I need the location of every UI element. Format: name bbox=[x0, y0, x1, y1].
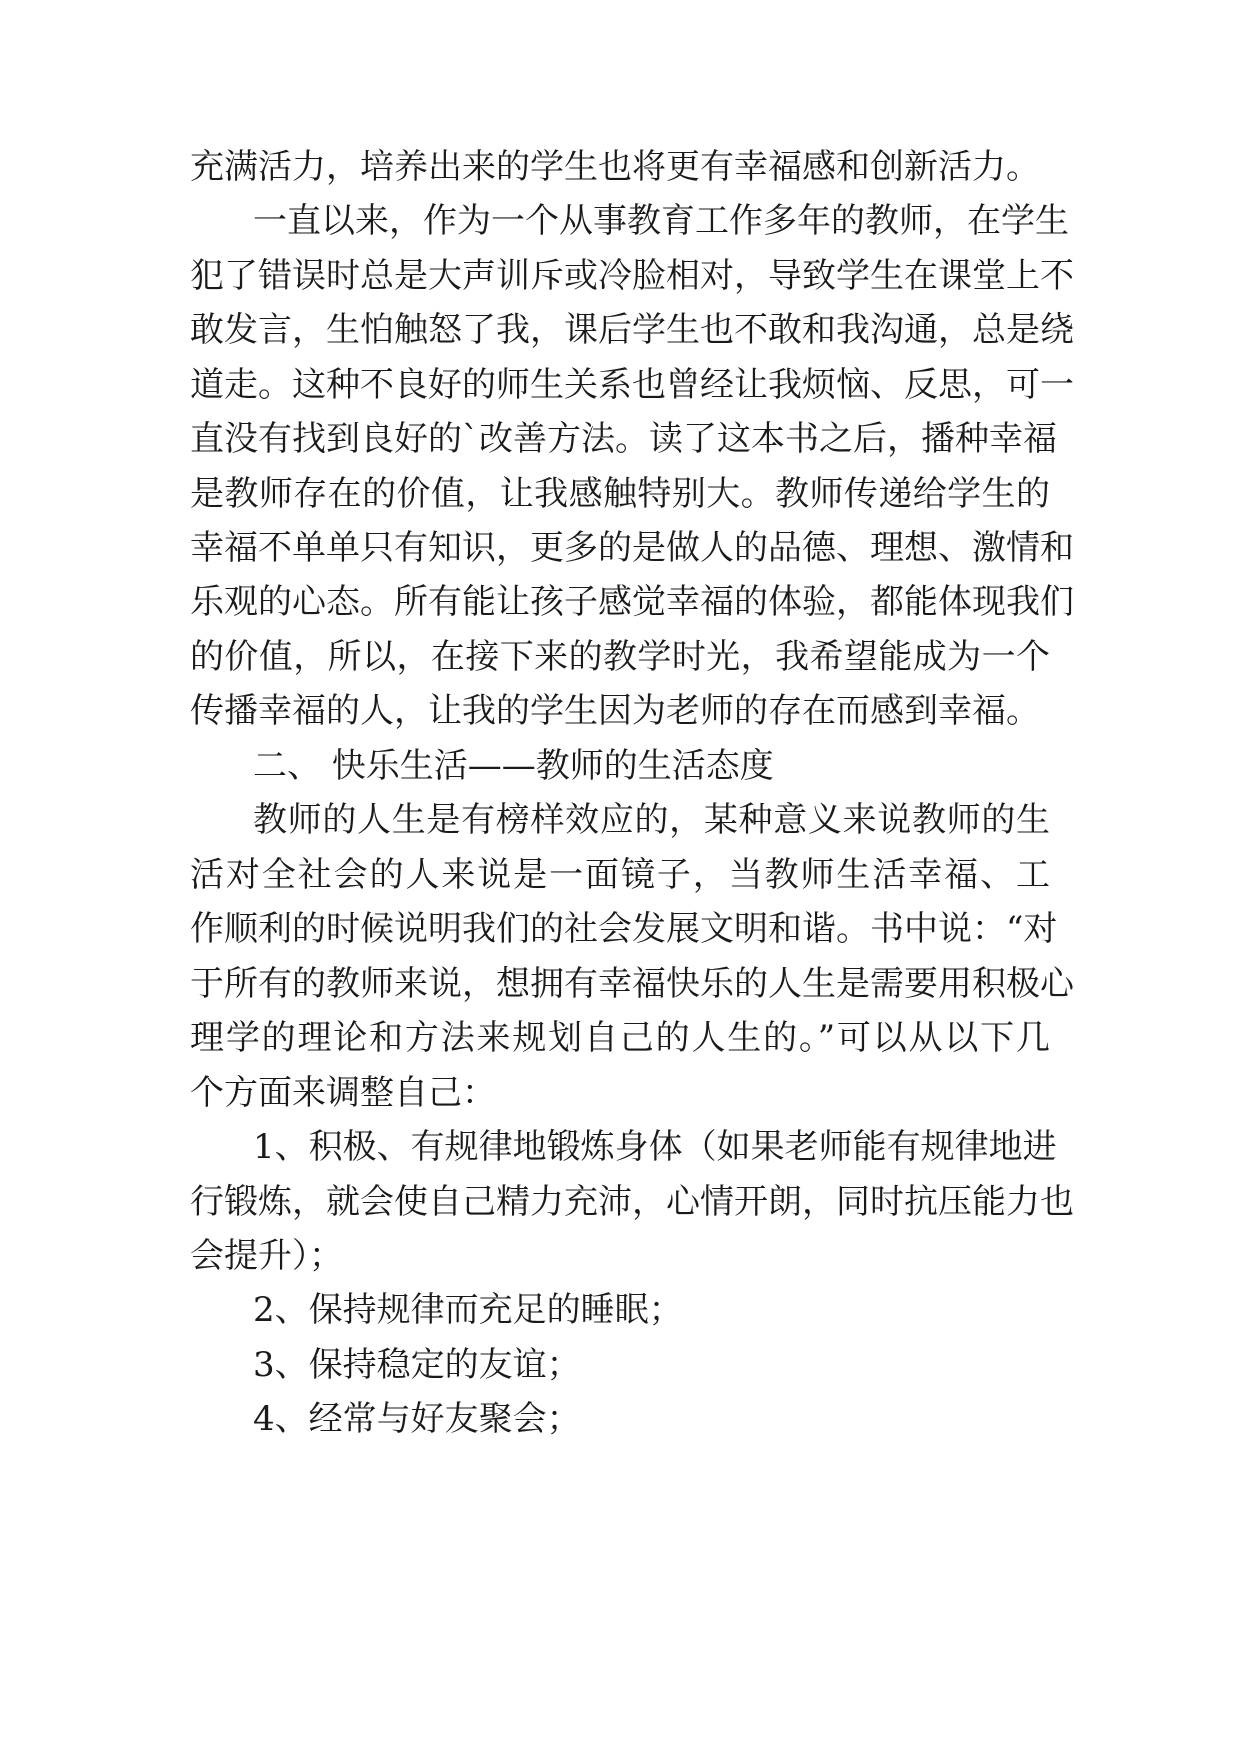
paragraph-line: 理学的理论和方法来规划自己的人生的。”可以从以下几 bbox=[190, 1018, 1050, 1058]
paragraph-line: 是教师存在的价值，让我感触特别大。教师传递给学生的 bbox=[190, 474, 1050, 514]
section-heading: 二、 快乐生活——教师的生活态度 bbox=[253, 746, 774, 786]
list-item-line: 行锻炼，就会使自己精力充沛，心情开朗，同时抗压能力也 bbox=[190, 1182, 1074, 1222]
list-item-line: 1、积极、有规律地锻炼身体（如果老师能有规律地进 bbox=[253, 1127, 1057, 1167]
paragraph-line: 教师的人生是有榜样效应的，某种意义来说教师的生 bbox=[253, 800, 1050, 840]
paragraph-line: 活对全社会的人来说是一面镜子，当教师生活幸福、工 bbox=[190, 855, 1050, 895]
paragraph-line: 犯了错误时总是大声训斥或冷脸相对，导致学生在课堂上不 bbox=[190, 256, 1074, 296]
list-item-line: 3、保持稳定的友谊； bbox=[253, 1345, 581, 1385]
paragraph-line: 作顺利的时候说明我们的社会发展文明和谐。书中说：“对 bbox=[190, 909, 1058, 949]
list-item-line: 会提升）； bbox=[190, 1236, 343, 1276]
paragraph-line: 幸福不单单只有知识，更多的是做人的品德、理想、激情和 bbox=[190, 528, 1074, 568]
list-item-line: 2、保持规律而充足的睡眠； bbox=[253, 1290, 683, 1330]
paragraph-line: 直没有找到良好的`改善方法。读了这本书之后，播种幸福 bbox=[190, 419, 1057, 459]
paragraph-line: 个方面来调整自己： bbox=[190, 1073, 496, 1113]
list-item-line: 4、经常与好友聚会； bbox=[253, 1399, 581, 1439]
paragraph-line: 充满活力，培养出来的学生也将更有幸福感和创新活力。 bbox=[190, 147, 1040, 187]
paragraph-line: 道走。这种不良好的师生关系也曾经让我烦恼、反思，可一 bbox=[190, 365, 1074, 405]
paragraph-line: 于所有的教师来说，想拥有幸福快乐的人生是需要用积极心 bbox=[190, 964, 1074, 1004]
paragraph-line: 敢发言，生怕触怒了我，课后学生也不敢和我沟通，总是绕 bbox=[190, 310, 1074, 350]
paragraph-line: 传播幸福的人，让我的学生因为老师的存在而感到幸福。 bbox=[190, 691, 1040, 731]
paragraph-line: 乐观的心态。所有能让孩子感觉幸福的体验，都能体现我们 bbox=[190, 582, 1074, 622]
paragraph-line: 一直以来，作为一个从事教育工作多年的教师，在学生 bbox=[253, 201, 1069, 241]
paragraph-line: 的价值，所以，在接下来的教学时光，我希望能成为一个 bbox=[190, 637, 1050, 677]
